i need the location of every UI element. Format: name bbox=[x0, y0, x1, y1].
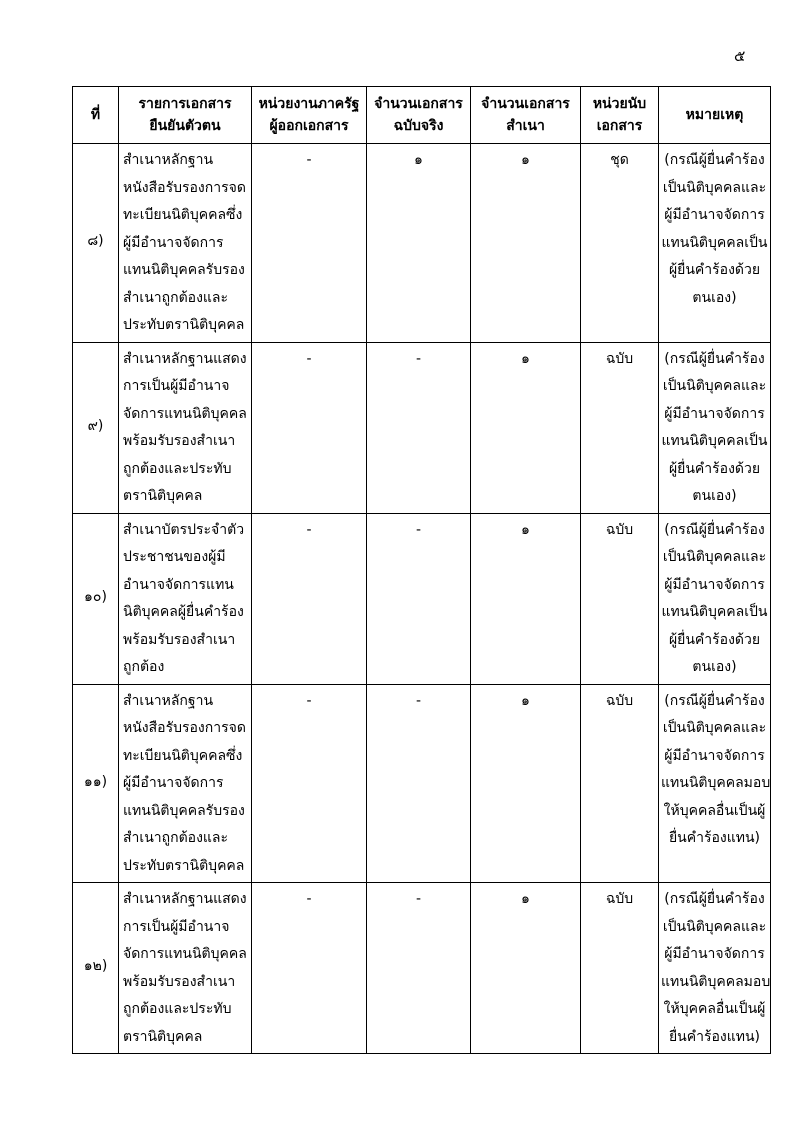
table-header-row bbox=[73, 87, 771, 144]
unit: ฉบับ bbox=[581, 684, 659, 883]
header-original-count: จำนวนเอกสาร ฉบับจริง bbox=[367, 87, 471, 144]
unit: ฉบับ bbox=[581, 513, 659, 684]
issuing-agency: - bbox=[252, 684, 367, 883]
issuing-agency: - bbox=[252, 513, 367, 684]
table-row bbox=[73, 684, 771, 883]
table-row bbox=[73, 342, 771, 513]
original-count: - bbox=[367, 513, 471, 684]
header-copy-count: จำนวนเอกสาร สำเนา bbox=[471, 87, 581, 144]
row-number: ๑๐) bbox=[73, 513, 119, 684]
row-number: ๙) bbox=[73, 342, 119, 513]
row-number: ๘) bbox=[73, 144, 119, 343]
copy-count: ๑ bbox=[471, 684, 581, 883]
copy-count: ๑ bbox=[471, 342, 581, 513]
issuing-agency: - bbox=[252, 342, 367, 513]
original-count: - bbox=[367, 883, 471, 1054]
document-name: สำเนาหลักฐานแสดง การเป็นผู้มีอำนาจ จัดการแทนนิติบุคคล พร้อมรับรองสำเนา ถูกต้องและประทับ ตรานิติบุคคล bbox=[119, 342, 252, 513]
header-agency: หน่วยงานภาครัฐ ผู้ออกเอกสาร bbox=[252, 87, 367, 144]
remark: (กรณีผู้ยื่นคำร้อง เป็นนิติบุคคลและ ผู้มีอำนาจจัดการ แทนนิติบุคคลมอบ ให้บุคคลอื่นเป็นผู้ ยื่นคำร้องแทน) bbox=[659, 684, 771, 883]
remark: (กรณีผู้ยื่นคำร้อง เป็นนิติบุคคลและ ผู้มีอำนาจจัดการ แทนนิติบุคคลเป็น ผู้ยื่นคำร้องด้วย ตนเอง) bbox=[659, 513, 771, 684]
page-number: ๕ bbox=[734, 47, 746, 65]
unit: ฉบับ bbox=[581, 883, 659, 1054]
table-row bbox=[73, 513, 771, 684]
header-document: รายการเอกสาร ยืนยันตัวตน bbox=[119, 87, 252, 144]
row-number: ๑๒) bbox=[73, 883, 119, 1054]
issuing-agency: - bbox=[252, 883, 367, 1054]
original-count: - bbox=[367, 342, 471, 513]
header-remark: หมายเหตุ bbox=[659, 87, 771, 144]
copy-count: ๑ bbox=[471, 513, 581, 684]
document-name: สำเนาบัตรประจำตัว ประชาชนของผู้มี อำนาจจัดการแทน นิติบุคคลผู้ยื่นคำร้อง พร้อมรับรองสำเนา ถูกต้อง bbox=[119, 513, 252, 684]
copy-count: ๑ bbox=[471, 144, 581, 343]
table-row bbox=[73, 144, 771, 343]
header-unit: หน่วยนับ เอกสาร bbox=[581, 87, 659, 144]
documents-table bbox=[72, 86, 771, 1054]
row-number: ๑๑) bbox=[73, 684, 119, 883]
unit: ฉบับ bbox=[581, 342, 659, 513]
document-name: สำเนาหลักฐาน หนังสือรับรองการจด ทะเบียนนิติบุคคลซึ่ง ผู้มีอำนาจจัดการ แทนนิติบุคคลรับรอง สำเนาถูกต้องและ ประทับตรานิติบุคคล bbox=[119, 684, 252, 883]
original-count: - bbox=[367, 684, 471, 883]
remark: (กรณีผู้ยื่นคำร้อง เป็นนิติบุคคลและ ผู้มีอำนาจจัดการ แทนนิติบุคคลเป็น ผู้ยื่นคำร้องด้วย ตนเอง) bbox=[659, 342, 771, 513]
unit: ชุด bbox=[581, 144, 659, 343]
document-name: สำเนาหลักฐานแสดง การเป็นผู้มีอำนาจ จัดการแทนนิติบุคคล พร้อมรับรองสำเนา ถูกต้องและประทับ ตรานิติบุคคล bbox=[119, 883, 252, 1054]
original-count: ๑ bbox=[367, 144, 471, 343]
header-no: ที่ bbox=[73, 87, 119, 144]
issuing-agency: - bbox=[252, 144, 367, 343]
document-name: สำเนาหลักฐาน หนังสือรับรองการจด ทะเบียนนิติบุคคลซึ่ง ผู้มีอำนาจจัดการ แทนนิติบุคคลรับรอง สำเนาถูกต้องและ ประทับตรานิติบุคคล bbox=[119, 144, 252, 343]
table-row bbox=[73, 883, 771, 1054]
remark: (กรณีผู้ยื่นคำร้อง เป็นนิติบุคคลและ ผู้มีอำนาจจัดการ แทนนิติบุคคลมอบ ให้บุคคลอื่นเป็นผู้ ยื่นคำร้องแทน) bbox=[659, 883, 771, 1054]
remark: (กรณีผู้ยื่นคำร้อง เป็นนิติบุคคลและ ผู้มีอำนาจจัดการ แทนนิติบุคคลเป็น ผู้ยื่นคำร้องด้วย ตนเอง) bbox=[659, 144, 771, 343]
copy-count: ๑ bbox=[471, 883, 581, 1054]
